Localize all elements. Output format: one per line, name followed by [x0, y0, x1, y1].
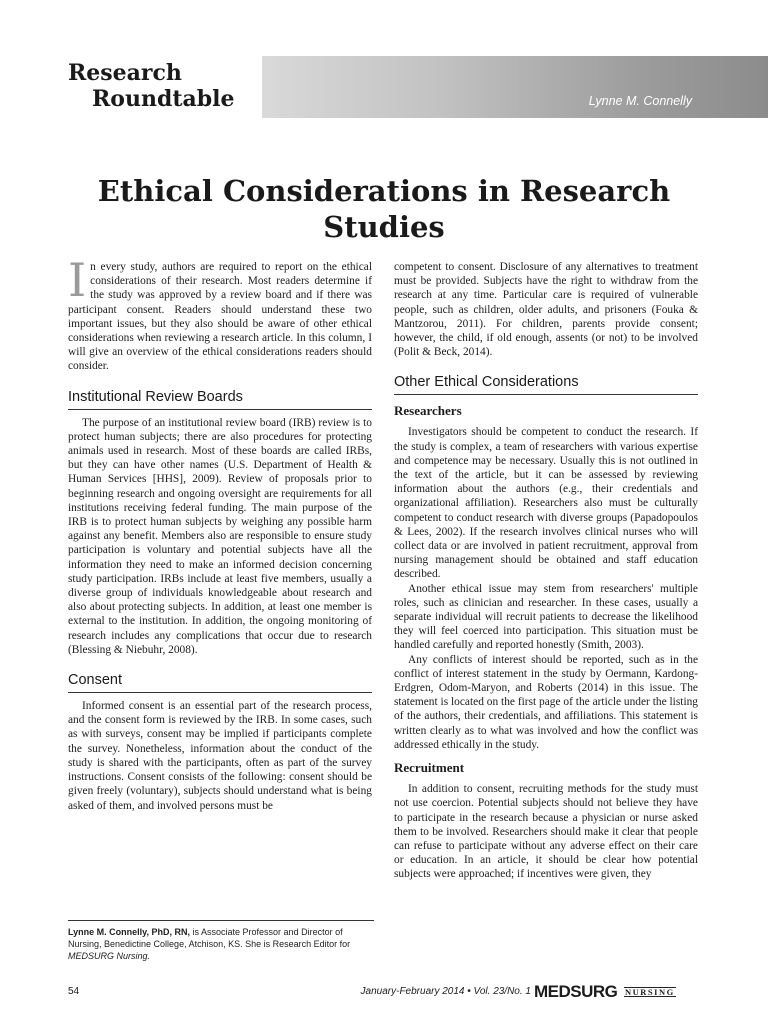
recruitment-paragraph: In addition to consent, recruiting methods for the study must not use coercion. Potential subjects should not believe they have to participate in the research because a physician or nurse asked them to be involved. Researchers should make it clear that people can refuse to participate without any adverse effect on their care or education. In an article, it should be clear how potential subjects were approached; if incentives were given, they [394, 783, 698, 881]
journal-logo-sub: NURSING [625, 987, 675, 997]
subheading-researchers: Researchers [394, 403, 462, 419]
drop-cap: I [68, 260, 87, 307]
irb-paragraph: The purpose of an institutional review board (IRB) review is to protect human subjects; there are also procedures for protecting animals used in research. Most of these boards are called IRBs, but they can have other names (U.S. Department of Health & Human Services [HHS], 2009). Review of proposals prior to beginning research and ongoing oversight are requirements for all institutions receiving federal funding. The main purpose of the IRB is to protect human subjects by weighing any possible harm against any benefit. Members also are responsible to ensure study participation is voluntary and potential subjects have all the information they need to make an informed decision concerning study participation. IRBs include at least five members, usually a diverse group of individuals knowledgeable about research and also about protecting subjects. In addition, at least one member is external to the institution. In addition, the ongoing monitoring of research includes any complications that occur due to research (Blessing & Niebuhr, 2008). [68, 416, 372, 656]
section-heading-other: Other Ethical Considerations [394, 373, 698, 395]
researchers-paragraph-1: Investigators should be competent to conduct the research. If the study is complex, a team of researchers with various expertise and competence may be necessary. Usually this is not outlined in the text of the article, but it can be assessed by reviewing information about the authors (e.g., their credentials and organizational affiliation). Researchers also must be culturally competent to conduct research with diverse groups (Papadopoulos & Lees, 2002). If the research involves clinical nurses who will collect data or are involved in patient recruitment, approval from nursing management should be obtained and staff education described. [394, 426, 698, 581]
header-author: Lynne M. Connelly [588, 94, 692, 108]
journal-logo: MEDSURG [534, 982, 618, 1001]
column-name [68, 60, 234, 112]
consent-continued-paragraph: competent to consent. Disclosure of any alternatives to treatment must be provided. Subjects have the right to withdraw from the research at any time. Particular care is required of vulnerable people, such as children, older adults, and prisoners (Fouka & Mantzorou, 2011). For children, parents provide consent; however, the child, if old enough, assents (or not) to be involved (Polit & Beck, 2014). [394, 261, 698, 359]
subheading-recruitment: Recruitment [394, 760, 465, 776]
section-heading-irb: Institutional Review Boards [68, 388, 372, 410]
bio-name: Lynne M. Connelly, PhD, RN, [68, 927, 191, 937]
article-title: Ethical Considerations in Research Studies [97, 174, 671, 245]
author-band [262, 56, 768, 118]
consent-paragraph: Informed consent is an essential part of the research process, and the consent form is reviewed by the IRB. In some cases, such as with surveys, consent may be implied if participants complete the survey. Nonetheless, information about the conduct of the study is shared with the participants, often as part of the survey instructions. Consent consists of the following: consent should be given freely (voluntary), subjects should understand what is being asked of them, and involved persons must be [68, 700, 372, 812]
column-name-line2: Roundtable [92, 86, 235, 112]
bio-text: is Associate Professor and Director of Nursing, Benedictine College, Atchison, KS. She is Research Editor for [68, 927, 351, 949]
page-footer [0, 982, 768, 1004]
researchers-paragraph-2: Another ethical issue may stem from researchers' multiple roles, such as clinician and researcher. In these cases, usually a separate individual will recruit patients to decrease the likelihood they will feel coerced into participation. This situation must be handled carefully and reported honestly (Smith, 2003). [394, 582, 698, 652]
researchers-paragraph-3: Any conflicts of interest should be reported, such as in the conflict of interest statement in the study by Oermann, Kardong-Erdgren, Odom-Maryon, and Roberts (2014) in this issue. The statement is located on the first page of the article under the listing of the authors, their credentials, and affiliations. This statement is written clearly as to what was involved and how the conflict was addressed ethically in the study. [394, 653, 698, 751]
column-header [0, 56, 768, 118]
right-column [394, 260, 698, 960]
bio-journal: MEDSURG Nursing. [68, 951, 151, 961]
issue-info: January-February 2014 • Vol. 23/No. 1 [360, 986, 531, 997]
author-bio [68, 920, 374, 962]
section-heading-consent: Consent [68, 671, 372, 693]
intro-text: n every study, authors are required to report on the ethical considerations of their research. Most readers determine if the study was approved by a review board and if there was participant consent. Readers should understand these two important issues, but they also should be aware of other ethical considerations when reviewing a research article. In this column, I will give an overview of the ethical considerations readers should consider. [68, 261, 372, 373]
left-column [68, 260, 372, 820]
intro-paragraph [68, 260, 372, 374]
column-name-line1: Research [68, 60, 182, 86]
page-number: 54 [68, 986, 80, 997]
